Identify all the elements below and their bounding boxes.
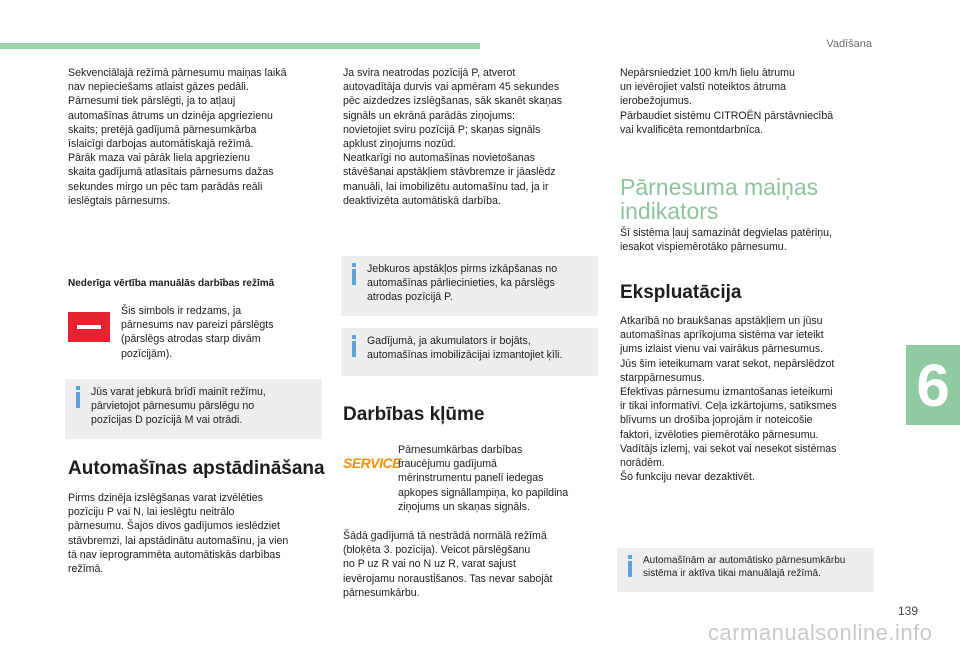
service-warning-icon: SERVICE bbox=[343, 455, 401, 471]
invalid-gear-warning-icon bbox=[68, 312, 110, 342]
info-box-battery: Gadījumā, ja akumulators ir bojāts, automašīnas imobilizācijai izmantojiet ķīli. bbox=[341, 328, 598, 376]
fault-heading: Darbības kļūme bbox=[343, 404, 485, 425]
info-icon bbox=[625, 555, 635, 577]
col3-intro: Nepārsniedziet 100 km/h lielu ātrumu un ievērojiet valstī noteiktos ātruma ierobežojumus. Pārbaudiet sistēmu CITROËN pārstāvniecībā vai kvalificēta remontdarbnīca. bbox=[620, 67, 834, 136]
invalid-value-heading: Nederīga vērtība manuālās darbības režīmā bbox=[68, 278, 275, 289]
section-title: Vadīšana bbox=[826, 38, 872, 50]
info-icon bbox=[349, 335, 359, 357]
stopping-heading: Automašīnas apstādināšana bbox=[68, 458, 325, 479]
top-accent-bar bbox=[0, 43, 480, 49]
gear-indicator-heading: Pārnesuma maiņas indikators bbox=[620, 174, 819, 225]
fault-text: Pārnesumkārbas darbības traucējumu gadījumā mērinstrumentu panelī iedegas apkopes signāllampiņa, ko papildina ziņojums un skaņas signāls. bbox=[398, 444, 569, 513]
invalid-value-text: Šis simbols ir redzams, ja pārnesums nav pareizi pārslēgts (pārslēgs atrodas starp divām pozīcijām). bbox=[121, 305, 274, 360]
chapter-tab: 6 bbox=[906, 345, 960, 425]
info-icon bbox=[349, 263, 359, 285]
operation-heading: Ekspluatācija bbox=[620, 282, 742, 303]
page-number: 139 bbox=[898, 604, 919, 618]
operation-text: Atkarībā no braukšanas apstākļiem un jūsu automašīnas aprīkojuma sistēma var ieteikt jums izlaist vienu vai vairākus pārnesumus. Jūs šim ieteikumam varat sekot, nepārslēdzot starppārnesumus. Efektīvas pārnesumu izmantošanas ieteikumi ir tikai informatīvi. Ceļa izkārtojums, satiksmes blīvums un drošība joprojām ir noteicošie faktori, izvēloties piemērotāko pārnesumu. Vadītājs izlemj, vai sekot vai nesekot sistēmas norādēm. Šo funkciju nevar dezaktivēt. bbox=[620, 315, 837, 484]
info-box-mode-change: Jūs varat jebkurā brīdī mainīt režīmu, pārvietojot pārnesumu pārslēgu no pozīcijas D pozīcijā M vai otrādi. bbox=[65, 379, 322, 439]
col1-intro: Sekvenciālajā režīmā pārnesumu maiņas laikā nav nepieciešams atlaist gāzes pedāli. Pārnesumi tiek pārslēgti, ja to atļauj automašīnas ātrums un dzinēja apgriezienu skaits; pretējā gadījumā pārnesumkārba īslaicīgi darbojas automātiskajā režīmā. Pārāk maza vai pārāk liela apgriezienu skaita gadījumā atlasītais pārnesums dažas sekundes mirgo un pēc tam parādās reāli ieslēgtais pārnesums. bbox=[68, 67, 287, 207]
col2-intro: Ja svira neatrodas pozīcijā P, atverot autovadītāja durvis vai apmēram 45 sekundes pēc aizdedzes izslēgšanas, sāk skanēt skaņas signāls un ekrānā parādās ziņojums: novietojiet sviru pozīcijā P; skaņas signāls apklust ziņojums nozūd. Neatkarīgi no automašīnas novietošanas stāvēšanai apstākļiem stāvbremze ir jāaslēdz manuāli, lai imobilizētu automašīnu tad, ja ir deaktivizēta automātiskā darbība. bbox=[343, 67, 563, 207]
watermark: carmanualsonline.info bbox=[708, 620, 933, 645]
fault-text-2: Šādā gadījumā tā nestrādā normālā režīmā (bloķēta 3. pozīcija). Veicot pārslēgšanu no P uz R vai no N uz R, varat sajust ievērojamu norausti̇šanos. Tas nevar sabojāt pārnesumkārbu. bbox=[343, 530, 553, 599]
info-icon bbox=[73, 386, 83, 408]
info-box-park: Jebkuros apstākļos pirms izkāpšanas no automašīnas pārliecinieties, ka pārslēgs atrodas pozīcijā P. bbox=[341, 256, 598, 316]
stopping-text: Pirms dzinēja izslēgšanas varat izvēlēties pozīciju P vai N, lai ieslēgtu neitrālo pārnesumu. Šajos divos gadījumos ieslēdziet stāvbremzi, lai apstādinātu automašīnu, ja vien tā nav ieprogrammēta automātiskās darbības režīmā. bbox=[68, 492, 289, 575]
info-box-automatic: Automašīnām ar automātisko pārnesumkārbu sistēma ir aktīva tikai manuālajā režīmā. bbox=[617, 548, 874, 592]
gear-indicator-text: Šī sistēma ļauj samazināt degvielas patēriņu, iesakot vispiemērotāko pārnesumu. bbox=[620, 227, 832, 254]
